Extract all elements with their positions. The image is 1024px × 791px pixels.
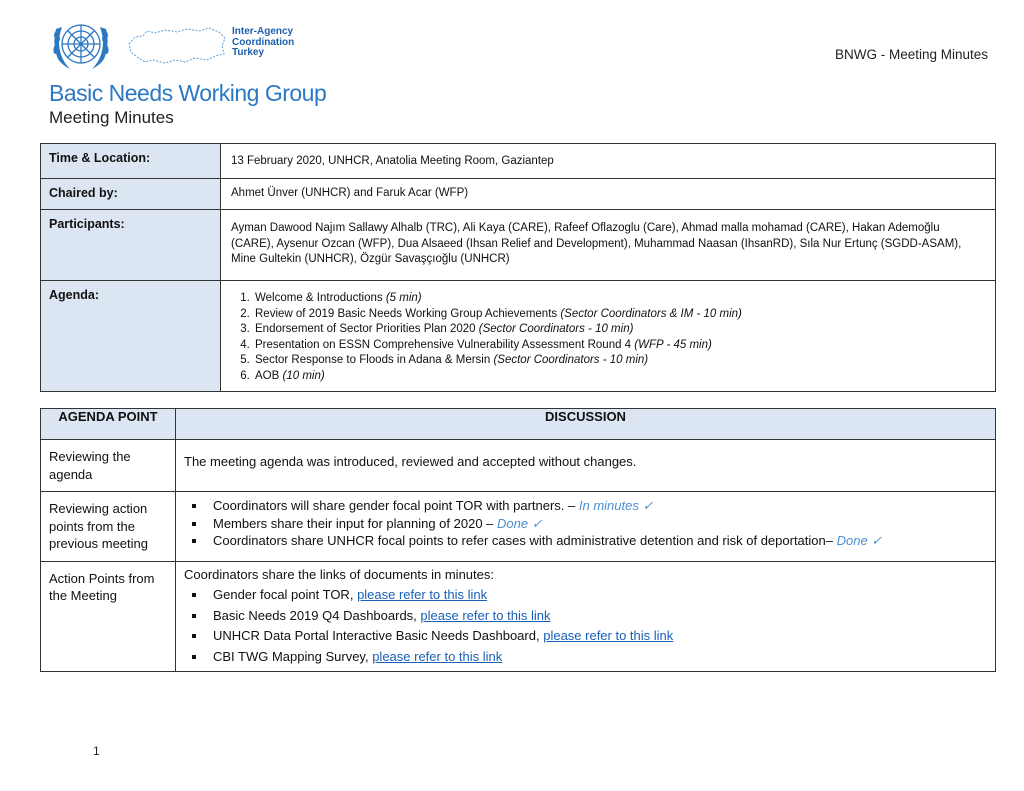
discussion-header-row: [41, 409, 996, 440]
discussion-cell: [176, 561, 996, 672]
agenda-point-cell: Reviewing the agenda: [41, 440, 176, 492]
status-label: In minutes ✓: [578, 498, 654, 513]
agenda-point-header: AGENDA POINT: [41, 409, 176, 440]
participants-value: Ayman Dawood Najım Sallawy Alhalb (TRC), Ali Kaya (CARE), Rafeef Oflazoglu (Care), Ahmad malla mohamad (CARE), Hakan Ademoğlu (CARE), Aysenur Ozcan (WFP), Dua Alsaeed (Ihsan Relief and Development), Muhammad Naasan (IhsanRD), Sıla Nur Ertunç (SGDD-ASAM), Mine Gultekin (UNHCR), Özgür Savaşçıoğlu (UNHCR): [221, 210, 996, 281]
time-location-label: Time & Location:: [41, 144, 221, 179]
document-label: BNWG - Meeting Minutes: [834, 47, 988, 62]
agenda-item: 3. Endorsement of Sector Priorities Plan 2020 (Sector Coordinators - 10 min): [253, 322, 985, 338]
agenda-point-cell: Action Points from the Meeting: [41, 561, 176, 672]
list-item: ▪ Coordinators share UNHCR focal points to refer cases with administrative detention and risk of deportation– Done ✓: [207, 532, 987, 550]
meeting-info-table: [40, 143, 996, 392]
document-link[interactable]: please refer to this link: [543, 628, 674, 643]
agenda-item: 2. Review of 2019 Basic Needs Working Group Achievements (Sector Coordinators & IM - 10 min): [253, 307, 985, 323]
list-item: ▪ Basic Needs 2019 Q4 Dashboards, please refer to this link: [207, 607, 987, 625]
time-location-value: 13 February 2020, UNHCR, Anatolia Meeting Room, Gaziantep: [221, 144, 996, 179]
agenda-item: 6. AOB (10 min): [253, 369, 985, 385]
agenda-label: Agenda:: [41, 281, 221, 392]
status-label: Done ✓: [836, 533, 883, 548]
table-row: [41, 492, 996, 562]
discussion-cell: The meeting agenda was introduced, reviewed and accepted without changes.: [176, 440, 996, 492]
participants-label: Participants:: [41, 210, 221, 281]
agenda-value: [221, 281, 996, 392]
org-name-line: Turkey: [232, 47, 265, 58]
agenda-item: 1. Welcome & Introductions (5 min): [253, 291, 985, 307]
discussion-cell: [176, 492, 996, 562]
agenda-row: [41, 281, 996, 392]
action-review-list: [184, 497, 987, 550]
table-row: [41, 561, 996, 672]
table-row: [41, 440, 996, 492]
turkey-map-icon: [125, 22, 228, 68]
document-link[interactable]: please refer to this link: [372, 648, 503, 664]
list-item: ▪ Coordinators will share gender focal point TOR with partners. – In minutes ✓: [207, 497, 987, 515]
page-number: 1: [93, 744, 100, 758]
list-item: ▪ Members share their input for planning of 2020 – Done ✓: [207, 515, 987, 533]
agenda-item: 5. Sector Response to Floods in Adana & Mersin (Sector Coordinators - 10 min): [253, 353, 985, 369]
list-item: ▪ UNHCR Data Portal Interactive Basic Needs Dashboard, please refer to this link: [207, 627, 987, 645]
agenda-point-cell: Reviewing action points from the previous meeting: [41, 492, 176, 562]
status-label: Done ✓: [497, 515, 543, 531]
chaired-by-label: Chaired by:: [41, 179, 221, 210]
document-title: Basic Needs Working Group: [49, 80, 327, 106]
agenda-list: [231, 291, 985, 384]
org-name-line: Coordination: [232, 36, 295, 48]
document-subtitle: Meeting Minutes: [49, 108, 174, 127]
list-item: ▪ Gender focal point TOR, please refer to this link: [207, 586, 987, 604]
chaired-by-value: Ahmet Ünver (UNHCR) and Faruk Acar (WFP): [221, 179, 996, 210]
un-emblem-logo: [48, 15, 114, 73]
action-points-intro: Coordinators share the links of documents in minutes:: [184, 566, 494, 582]
document-link[interactable]: please refer to this link: [420, 607, 551, 623]
action-points-list: [184, 586, 987, 665]
org-name: [232, 27, 294, 59]
chaired-by-row: [41, 179, 996, 210]
agenda-item: 4. Presentation on ESSN Comprehensive Vulnerability Assessment Round 4 (WFP - 45 min): [253, 338, 985, 354]
document-link[interactable]: please refer to this link: [357, 587, 488, 602]
discussion-table: [40, 408, 996, 672]
discussion-header: DISCUSSION: [176, 409, 996, 440]
time-location-row: [41, 144, 996, 179]
org-name-line: Inter-Agency: [232, 26, 294, 37]
list-item: ▪ CBI TWG Mapping Survey, please refer to this link: [207, 648, 987, 666]
participants-row: [41, 210, 996, 281]
